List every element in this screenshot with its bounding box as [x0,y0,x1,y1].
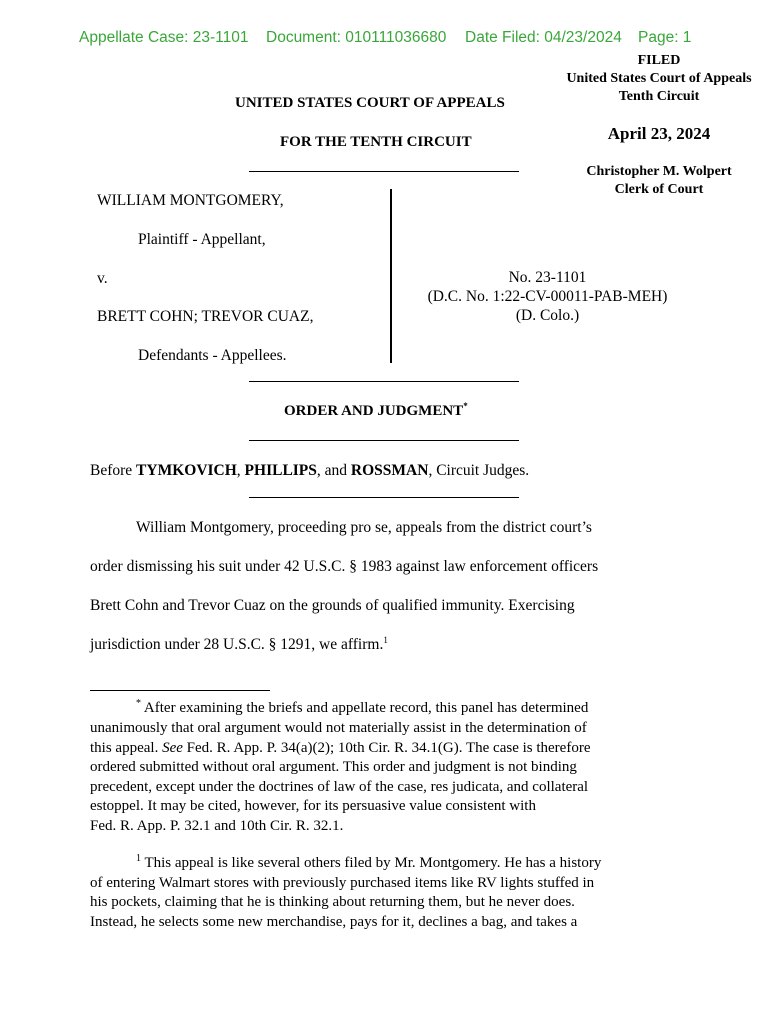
footnote-star-line: unanimously that oral argument would not materially assist in the determination of [90,720,587,736]
defendants-role: Defendants - Appellees. [138,347,287,364]
footnote-ref-1: 1 [383,634,388,645]
panel-line [90,462,529,480]
footnote-text: Fed. R. App. P. 34(a)(2); 10th Cir. R. 34.1(G). The case is therefore [182,740,591,756]
judge-rossman: ROSSMAN [350,462,429,479]
filed-date: April 23, 2024 [607,124,711,143]
footnote-1-marker: 1 [136,853,141,864]
case-number: No. 23-1101 [508,269,587,286]
see-signal: See [162,740,183,756]
panel-suffix: , Circuit Judges. [428,462,530,479]
title-footnote-marker: * [463,401,468,411]
dc-number: (D.C. No. 1:22-CV-00011-PAB-MEH) [427,288,668,305]
footnote-star-line [90,740,590,757]
panel-sep: , and [316,462,351,479]
clerk-title: Clerk of Court [614,182,704,197]
divider [249,440,519,441]
footnote-star-line: precedent, except under the doctrines of law of the case, res judicata, and collateral [90,779,589,795]
judge-tymkovich: TYMKOVICH [136,462,237,479]
document-title [284,403,468,420]
court-name: UNITED STATES COURT OF APPEALS [235,95,505,111]
plaintiff-name: WILLIAM MONTGOMERY, [97,192,284,209]
footnote-star-line: ordered submitted without oral argument. This order and judgment is not binding [90,759,577,775]
clerk-name: Christopher M. Wolpert [586,164,732,179]
court-circuit: FOR THE TENTH CIRCUIT [280,134,472,150]
divider [249,497,519,498]
footnote-text: After examining the briefs and appellate record, this panel has determined [141,700,589,716]
header-page: Page: 1 [638,29,692,46]
filed-court: United States Court of Appeals [566,71,752,86]
header-date-filed: Date Filed: 04/23/2024 [465,29,622,46]
body-line: order dismissing his suit under 42 U.S.C. § 1983 against law enforcement officers [90,558,599,575]
body-line [90,636,388,654]
versus: v. [97,270,108,287]
divider [249,381,519,382]
footnote-text: This appeal is like several others filed by Mr. Montgomery. He has a history [141,855,602,871]
footnote-1-line: his pockets, claiming that he is thinking about returning them, but he never does. [90,894,575,910]
footnote-star-marker: * [136,698,141,709]
footnote-1-line [136,855,601,872]
defendants-names: BRETT COHN; TREVOR CUAZ, [97,308,314,325]
title-text: ORDER AND JUDGMENT [284,403,464,419]
header-document: Document: 010111036680 [266,29,447,46]
header-case: Appellate Case: 23-1101 [79,29,249,46]
footnote-star-line: Fed. R. App. P. 32.1 and 10th Cir. R. 32.1. [90,818,344,834]
panel-sep: , [236,462,245,479]
footnote-1-line: of entering Walmart stores with previously purchased items like RV lights stuffed in [90,875,595,891]
filed-circuit: Tenth Circuit [618,89,700,104]
filed-label: FILED [637,53,681,68]
panel-before: Before [90,462,137,479]
footnote-star-line: estoppel. It may be cited, however, for its persuasive value consistent with [90,798,536,814]
body-text: jurisdiction under 28 U.S.C. § 1291, we affirm. [90,636,384,653]
footnote-star-line [136,700,588,717]
footnote-1-line: Instead, he selects some new merchandise, pays for it, declines a bag, and takes a [90,914,578,930]
footnote-separator [90,690,270,691]
body-line: William Montgomery, proceeding pro se, appeals from the district court’s [136,519,592,536]
judge-phillips: PHILLIPS [244,462,317,479]
caption-divider [390,189,392,363]
footnote-text: this appeal. [90,740,163,756]
district: (D. Colo.) [515,307,580,324]
divider [249,171,519,172]
plaintiff-role: Plaintiff - Appellant, [138,231,266,248]
body-line: Brett Cohn and Trevor Cuaz on the grounds of qualified immunity. Exercising [90,597,575,614]
